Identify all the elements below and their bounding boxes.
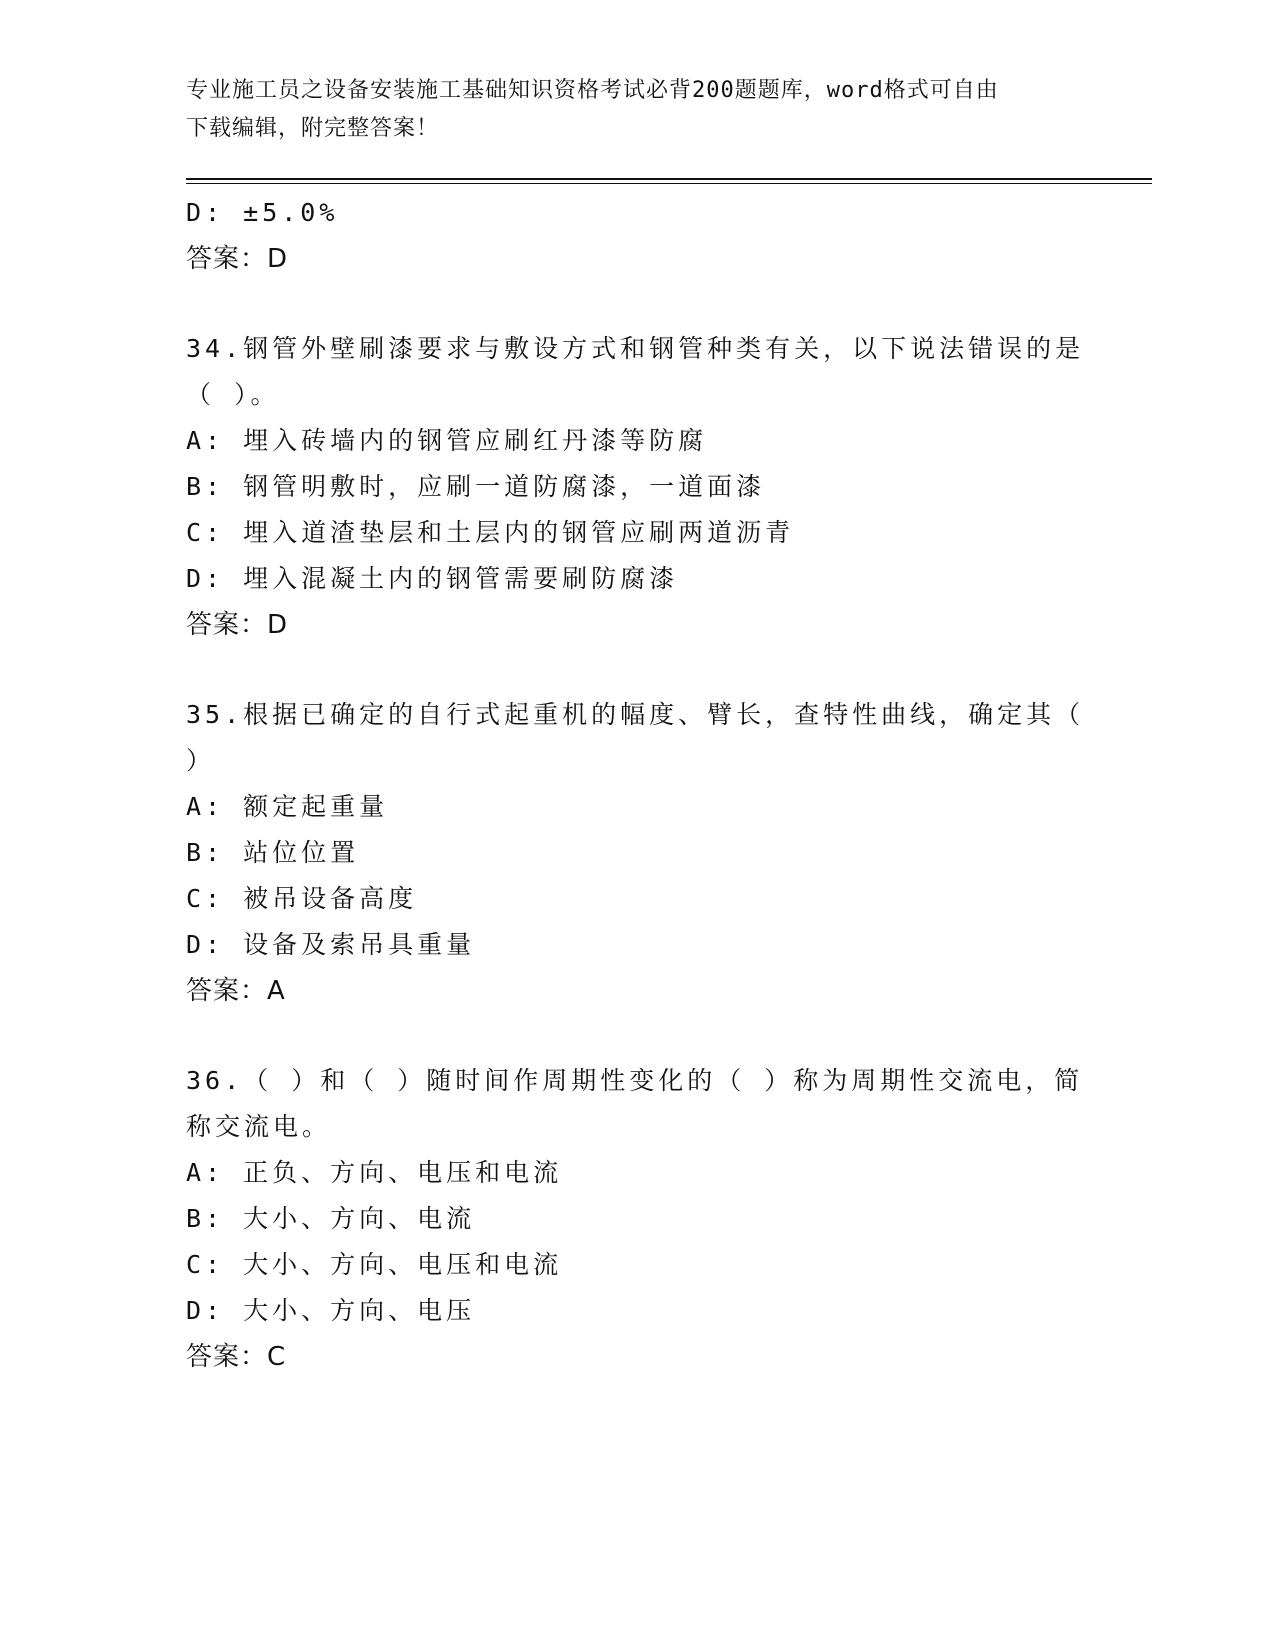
option-b: B: 钢管明敷时，应刷一道防腐漆，一道面漆 [186, 472, 766, 501]
option-b: B: 大小、方向、电流 [186, 1204, 476, 1233]
header-line-2: 下载编辑，附完整答案！ [186, 116, 440, 141]
question-35 [186, 692, 1086, 1014]
question-34 [186, 326, 1086, 648]
option-b: B: 站位位置 [186, 838, 360, 867]
option-c: C: 被吊设备高度 [186, 884, 418, 913]
option-a: A: 正负、方向、电压和电流 [186, 1158, 563, 1187]
spacer [186, 1014, 1086, 1058]
option-d: D: 大小、方向、电压 [186, 1296, 476, 1325]
option-d: D: 设备及索吊具重量 [186, 930, 476, 959]
answer-label: 答案：C [186, 1342, 287, 1372]
option-a: A: 额定起重量 [186, 792, 389, 821]
option-a: A: 埋入砖墙内的钢管应刷红丹漆等防腐 [186, 426, 708, 455]
question-text-line-1: 35.根据已确定的自行式起重机的幅度、臂长，查特性曲线，确定其（ [186, 700, 1085, 729]
question-text-line-1: 34.钢管外壁刷漆要求与敷设方式和钢管种类有关，以下说法错误的是 [186, 334, 1085, 363]
question-text-line-2: 称交流电。 [186, 1112, 332, 1141]
option-d: D: ±5.0% [186, 198, 339, 227]
option-c: C: 埋入道渣垫层和土层内的钢管应刷两道沥青 [186, 518, 795, 547]
spacer [186, 648, 1086, 692]
question-text-line-2: ） [186, 746, 216, 775]
question-list [186, 190, 1086, 1380]
question-text-line-2: （ ）。 [186, 380, 280, 409]
option-c: C: 大小、方向、电压和电流 [186, 1250, 563, 1279]
header-rule-thick [186, 178, 1152, 180]
header-line-1: 专业施工员之设备安装施工基础知识资格考试必背200题题库，word格式可自由 [186, 78, 999, 103]
question-36 [186, 1058, 1086, 1380]
document-header [186, 72, 1076, 148]
question-text-line-1: 36.（ ）和（ ）随时间作周期性变化的（ ）称为周期性交流电，简 [186, 1066, 1084, 1095]
answer-label: 答案：D [186, 244, 289, 274]
answer-label: 答案：A [186, 976, 286, 1006]
header-rule-thin [186, 183, 1152, 184]
spacer [186, 282, 1086, 326]
option-d: D: 埋入混凝土内的钢管需要刷防腐漆 [186, 564, 679, 593]
answer-label: 答案：D [186, 610, 289, 640]
